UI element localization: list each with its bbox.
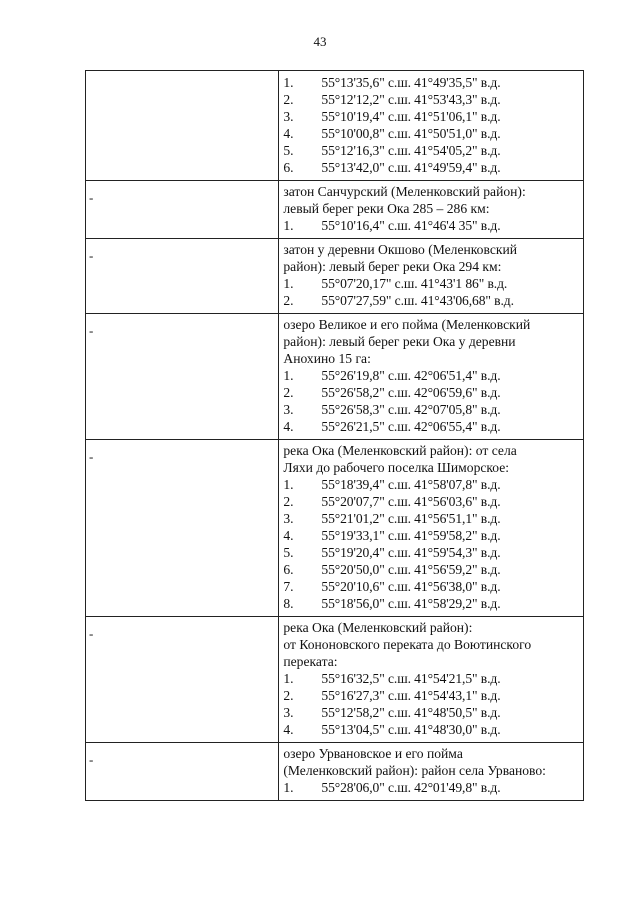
description-line: затон у деревни Окшово (Меленковский [283, 242, 518, 257]
coordinate-number: 2. [283, 494, 294, 509]
coordinate-value: 55°20'10,6" с.ш. 41°56'38,0" в.д. [321, 579, 501, 594]
coordinate-value: 55°21'01,2" с.ш. 41°56'51,1" в.д. [321, 511, 501, 526]
coordinate-item [283, 670, 583, 687]
coordinate-number: 5. [283, 143, 294, 158]
row-marker: - [89, 626, 94, 641]
coordinate-number: 1. [283, 368, 294, 383]
coordinate-value: 55°13'42,0" с.ш. 41°49'59,4" в.д. [321, 160, 501, 175]
coordinate-item [283, 561, 583, 578]
coordinate-number: 1. [283, 780, 294, 795]
coordinate-number: 3. [283, 705, 294, 720]
description-line: левый берег реки Ока 285 – 286 км: [283, 201, 490, 216]
coordinate-item [283, 292, 583, 309]
coordinate-number: 1. [283, 276, 294, 291]
coordinate-item [283, 384, 583, 401]
row-marker: - [89, 449, 94, 464]
row-marker-cell [86, 181, 279, 239]
coordinate-number: 8. [283, 596, 294, 611]
description-line: район): левый берег реки Ока у деревни [283, 334, 516, 349]
coordinate-item [283, 217, 583, 234]
coordinate-number: 6. [283, 160, 294, 175]
coordinate-value: 55°16'32,5" с.ш. 41°54'21,5" в.д. [321, 671, 501, 686]
coordinate-number: 6. [283, 562, 294, 577]
description-line: переката: [283, 654, 338, 669]
coordinate-item [283, 578, 583, 595]
row-content-cell [279, 181, 584, 239]
description-line: затон Санчурский (Меленковский район): [283, 184, 526, 199]
coordinate-value: 55°26'58,2" с.ш. 42°06'59,6" в.д. [321, 385, 501, 400]
coordinate-number: 2. [283, 92, 294, 107]
description-line: от Кононовского переката до Воютинского [283, 637, 532, 652]
row-content-cell [279, 743, 584, 801]
coordinate-item [283, 367, 583, 384]
table-row [86, 617, 584, 743]
coordinate-value: 55°18'39,4" с.ш. 41°58'07,8" в.д. [321, 477, 501, 492]
description-line: (Меленковский район): район села Урваново: [283, 763, 546, 778]
coordinate-item [283, 527, 583, 544]
coordinate-item [283, 476, 583, 493]
table-row [86, 743, 584, 801]
description-line: река Ока (Меленковский район): [283, 620, 473, 635]
coordinate-value: 55°07'20,17" с.ш. 41°43'1 86" в.д. [321, 276, 508, 291]
coordinate-item [283, 779, 583, 796]
coordinate-item [283, 704, 583, 721]
coordinate-value: 55°18'56,0" с.ш. 41°58'29,2" в.д. [321, 596, 501, 611]
coordinate-item [283, 721, 583, 738]
description-line: район): левый берег реки Ока 294 км: [283, 259, 502, 274]
table-row [86, 71, 584, 181]
coordinate-value: 55°10'19,4" с.ш. 41°51'06,1" в.д. [321, 109, 501, 124]
coordinate-value: 55°28'06,0" с.ш. 42°01'49,8" в.д. [321, 780, 501, 795]
row-marker: - [89, 752, 94, 767]
coordinate-value: 55°20'50,0" с.ш. 41°56'59,2" в.д. [321, 562, 501, 577]
coordinate-number: 4. [283, 126, 294, 141]
coordinate-value: 55°12'58,2" с.ш. 41°48'50,5" в.д. [321, 705, 501, 720]
coordinate-item [283, 401, 583, 418]
description-line: озеро Великое и его пойма (Меленковский [283, 317, 531, 332]
coordinate-number: 3. [283, 402, 294, 417]
row-marker-cell [86, 617, 279, 743]
coordinate-number: 7. [283, 579, 294, 594]
coordinate-value: 55°16'27,3" с.ш. 41°54'43,1" в.д. [321, 688, 501, 703]
coordinate-value: 55°13'35,6" с.ш. 41°49'35,5" в.д. [321, 75, 501, 90]
coordinates-table [85, 70, 584, 801]
coordinate-number: 4. [283, 419, 294, 434]
coordinate-value: 55°12'12,2" с.ш. 41°53'43,3" в.д. [321, 92, 501, 107]
coordinate-value: 55°26'19,8" с.ш. 42°06'51,4" в.д. [321, 368, 501, 383]
coordinate-item [283, 275, 583, 292]
row-marker-cell [86, 71, 279, 181]
coordinate-value: 55°13'04,5" с.ш. 41°48'30,0" в.д. [321, 722, 501, 737]
coordinate-value: 55°10'16,4" с.ш. 41°46'4 35" в.д. [321, 218, 501, 233]
coordinate-item [283, 493, 583, 510]
table-row [86, 314, 584, 440]
row-content-cell [279, 239, 584, 314]
coordinate-item [283, 418, 583, 435]
row-content-cell [279, 314, 584, 440]
coordinate-number: 5. [283, 545, 294, 560]
row-content-cell [279, 440, 584, 617]
coordinate-number: 2. [283, 293, 294, 308]
coordinate-item [283, 74, 583, 91]
table-body [86, 71, 584, 801]
page-number: 43 [313, 34, 327, 49]
coordinate-number: 3. [283, 109, 294, 124]
description-line: Ляхи до рабочего поселка Шиморское: [283, 460, 510, 475]
coordinate-number: 4. [283, 722, 294, 737]
coordinate-value: 55°20'07,7" с.ш. 41°56'03,6" в.д. [321, 494, 501, 509]
row-content-cell [279, 617, 584, 743]
table-row [86, 440, 584, 617]
coordinate-value: 55°10'00,8" с.ш. 41°50'51,0" в.д. [321, 126, 501, 141]
coordinate-number: 1. [283, 477, 294, 492]
coordinate-value: 55°19'20,4" с.ш. 41°59'54,3" в.д. [321, 545, 501, 560]
coordinate-item [283, 91, 583, 108]
coordinate-number: 1. [283, 75, 294, 90]
coordinate-item [283, 687, 583, 704]
coordinate-value: 55°26'58,3" с.ш. 42°07'05,8" в.д. [321, 402, 501, 417]
table-row [86, 181, 584, 239]
coordinate-value: 55°12'16,3" с.ш. 41°54'05,2" в.д. [321, 143, 501, 158]
description-line: Анохино 15 га: [283, 351, 371, 366]
coordinate-number: 2. [283, 688, 294, 703]
coordinate-item [283, 125, 583, 142]
row-marker: - [89, 323, 94, 338]
description-line: река Ока (Меленковский район): от села [283, 443, 517, 458]
coordinate-item [283, 159, 583, 176]
coordinate-value: 55°07'27,59" с.ш. 41°43'06,68" в.д. [321, 293, 514, 308]
row-marker: - [89, 190, 94, 205]
row-marker-cell [86, 239, 279, 314]
table-row [86, 239, 584, 314]
coordinate-value: 55°26'21,5" с.ш. 42°06'55,4" в.д. [321, 419, 501, 434]
coordinate-value: 55°19'33,1" с.ш. 41°59'58,2" в.д. [321, 528, 501, 543]
coordinate-item [283, 108, 583, 125]
coordinate-item [283, 510, 583, 527]
row-marker-cell [86, 743, 279, 801]
coordinate-number: 4. [283, 528, 294, 543]
coordinate-item [283, 595, 583, 612]
row-marker-cell [86, 440, 279, 617]
coordinate-number: 1. [283, 671, 294, 686]
coordinate-item [283, 544, 583, 561]
description-line: озеро Урвановское и его пойма [283, 746, 463, 761]
coordinate-number: 3. [283, 511, 294, 526]
coordinate-number: 2. [283, 385, 294, 400]
row-marker-cell [86, 314, 279, 440]
row-content-cell [279, 71, 584, 181]
row-marker: - [89, 248, 94, 263]
coordinate-item [283, 142, 583, 159]
coordinate-number: 1. [283, 218, 294, 233]
